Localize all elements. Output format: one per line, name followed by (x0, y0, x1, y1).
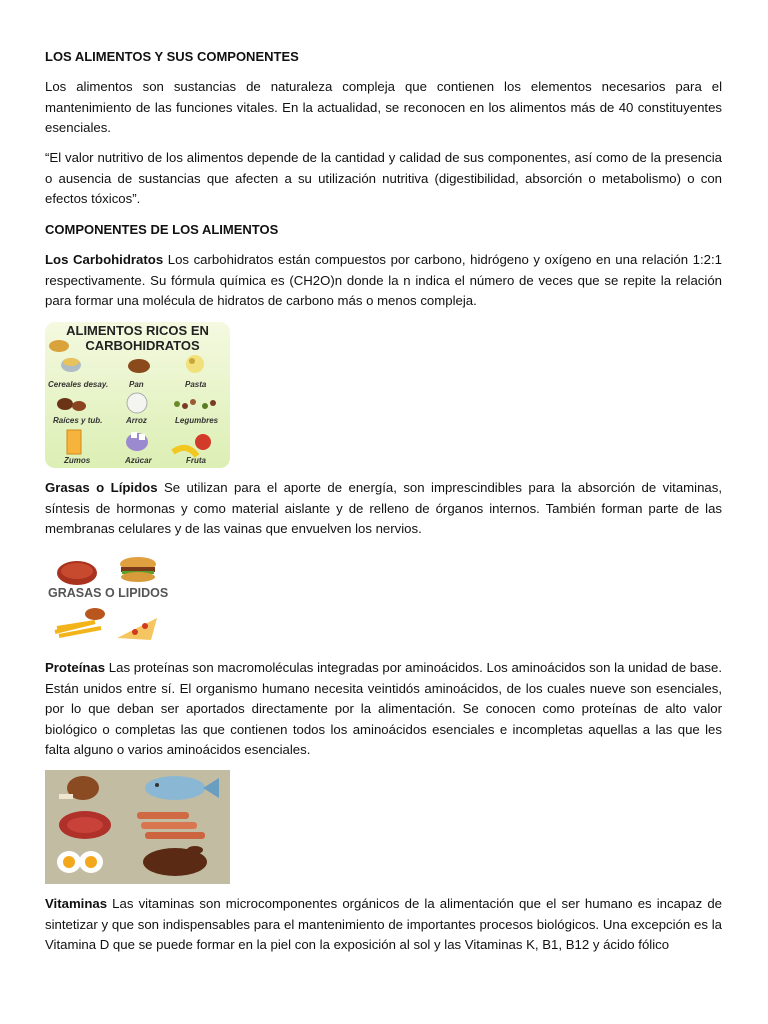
quote-paragraph: “El valor nutritivo de los alimentos depende de la cantidad y calidad de sus componentes, así como de la presencia o ausencia de sustancias que afecten a su utilización nutritiva (digestibilidad, absorción o metabolismo) o con efectos tóxicos”. (45, 150, 722, 207)
carbs-item-label: Zumos (64, 456, 91, 465)
fats-term: Grasas o Lípidos (45, 480, 158, 495)
vitamins-text: Las vitaminas son microcomponentes orgánicos de la alimentación que el ser humano es incapaz de sintetizar y que son indispensables para el mantenimiento de importantes procesos biológicos. Una excepción es la Vitamina D que se puede formar en la piel con la exposición al sol y las Vitaminas K, B1, B12 y ácido fólico (45, 896, 722, 953)
carbs-item-label: Pasta (185, 380, 207, 389)
carbs-text: Los carbohidratos están compuestos por carbono, hidrógeno y oxígeno en una relación 1:2:1 respectivamente. Su fórmula química es (CH2O)n donde la n indica el número de veces que se repite la relación para formar una molécula de hidratos de carbono más o menos compleja. (45, 252, 722, 309)
carbs-paragraph (45, 250, 722, 312)
carbs-food-icons (45, 322, 230, 468)
carbs-image-title-2: CARBOHIDRATOS (85, 338, 200, 353)
proteins-term: Proteínas (45, 660, 106, 675)
intro-paragraph: Los alimentos son sustancias de naturaleza compleja que contienen los elementos necesarios para el mantenimiento de las funciones vitales. En la actualidad, se reconocen en los alimentos más de 40 constituyentes esenciales. (45, 79, 722, 136)
carbs-item-label: Cereales desay. (48, 380, 109, 389)
carbs-item-label: Fruta (186, 456, 206, 465)
proteins-text: Las proteínas son macromoléculas integradas por aminoácidos. Los aminoácidos son la unidad de base. Están unidos entre sí. El organismo humano necesita veintidós aminoácidos, de los cuales nueve son esenciales, por lo que deban ser aportados directamente por la alimentación. Se conocen como proteínas de alto valor biológico o completas las que contienen todos los aminoácidos esenciales e incompletas aquellas a las que les falta alguno o varios aminoácidos esenciales. (45, 660, 722, 758)
carbs-item-label: Arroz (126, 416, 147, 425)
fats-paragraph (45, 478, 722, 540)
fats-image (45, 552, 170, 644)
proteins-foods-image (45, 770, 230, 884)
document-title: LOS ALIMENTOS Y SUS COMPONENTES (45, 49, 299, 64)
carbs-item-label: Pan (129, 380, 144, 389)
components-heading: COMPONENTES DE LOS ALIMENTOS (45, 222, 279, 237)
fats-image-caption: GRASAS O LIPIDOS (48, 586, 169, 600)
vitamins-term: Vitaminas (45, 896, 108, 911)
carbs-foods-image (45, 322, 230, 468)
carbs-image-title-1: ALIMENTOS RICOS EN (66, 323, 209, 338)
carbs-term: Los Carbohidratos (45, 252, 164, 267)
vitamins-paragraph (45, 894, 722, 956)
proteins-food-icons (45, 770, 230, 884)
carbs-item-label: Raíces y tub. (53, 416, 103, 425)
proteins-paragraph (45, 658, 722, 761)
carbs-item-label: Legumbres (175, 416, 219, 425)
carbs-item-label: Azúcar (125, 456, 152, 465)
fats-text: Se utilizan para el aporte de energía, son imprescindibles para la absorción de vitaminas, síntesis de hormonas y como material aislante y de relleno de órganos internos. También forman parte de las membranas celulares y de las vainas que envuelven los nervios. (45, 480, 722, 537)
